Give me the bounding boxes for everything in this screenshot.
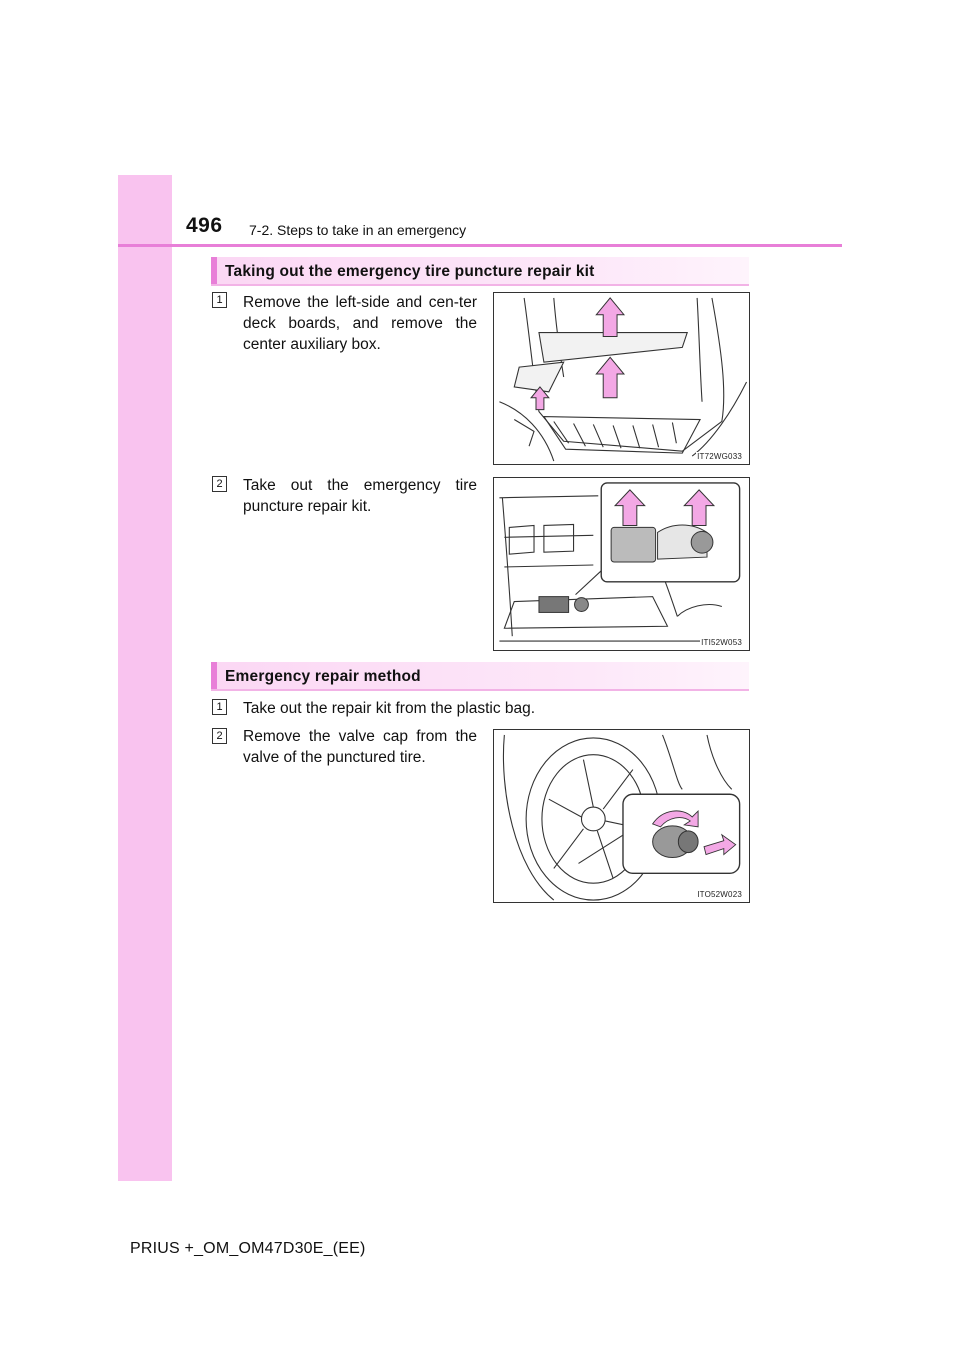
- heading-text: Emergency repair method: [225, 668, 421, 685]
- step-instruction: Take out the emergency tire puncture repair kit.: [243, 477, 477, 515]
- figure-deck-boards: [493, 292, 750, 465]
- figure-code: ITO52W023: [697, 890, 742, 899]
- step-instruction: Remove the valve cap from the valve of the punctured tire.: [243, 728, 477, 766]
- step-number-badge: 1: [212, 292, 227, 308]
- step-number-badge: 2: [212, 728, 227, 744]
- step-number-badge: 2: [212, 476, 227, 492]
- figure-code: ITI52W053: [701, 638, 742, 647]
- section-title: 7-2. Steps to take in an emergency: [249, 222, 467, 238]
- valve-cap-illustration: [494, 730, 749, 902]
- heading-emergency-repair-method: [211, 662, 749, 691]
- deck-boards-illustration: [494, 293, 749, 464]
- figure-valve-cap: [493, 729, 750, 903]
- header-rule: [118, 244, 842, 247]
- figure-repair-kit-location: [493, 477, 750, 651]
- figure-code: IT72WG033: [697, 452, 742, 461]
- heading-text: Taking out the emergency tire puncture repair kit: [225, 263, 595, 280]
- step-number-badge: 1: [212, 699, 227, 715]
- step-instruction: Take out the repair kit from the plastic bag.: [243, 700, 536, 717]
- page-number: 496: [186, 214, 223, 237]
- footer-manual-code: PRIUS +_OM_OM47D30E_(EE): [130, 1240, 366, 1257]
- step-instruction: Remove the left-side and cen-ter deck boards, and remove the center auxiliary box.: [243, 294, 477, 353]
- heading-repair-kit-removal: [211, 257, 749, 286]
- repair-kit-location-illustration: [494, 478, 749, 650]
- side-tab-band: [118, 175, 172, 1181]
